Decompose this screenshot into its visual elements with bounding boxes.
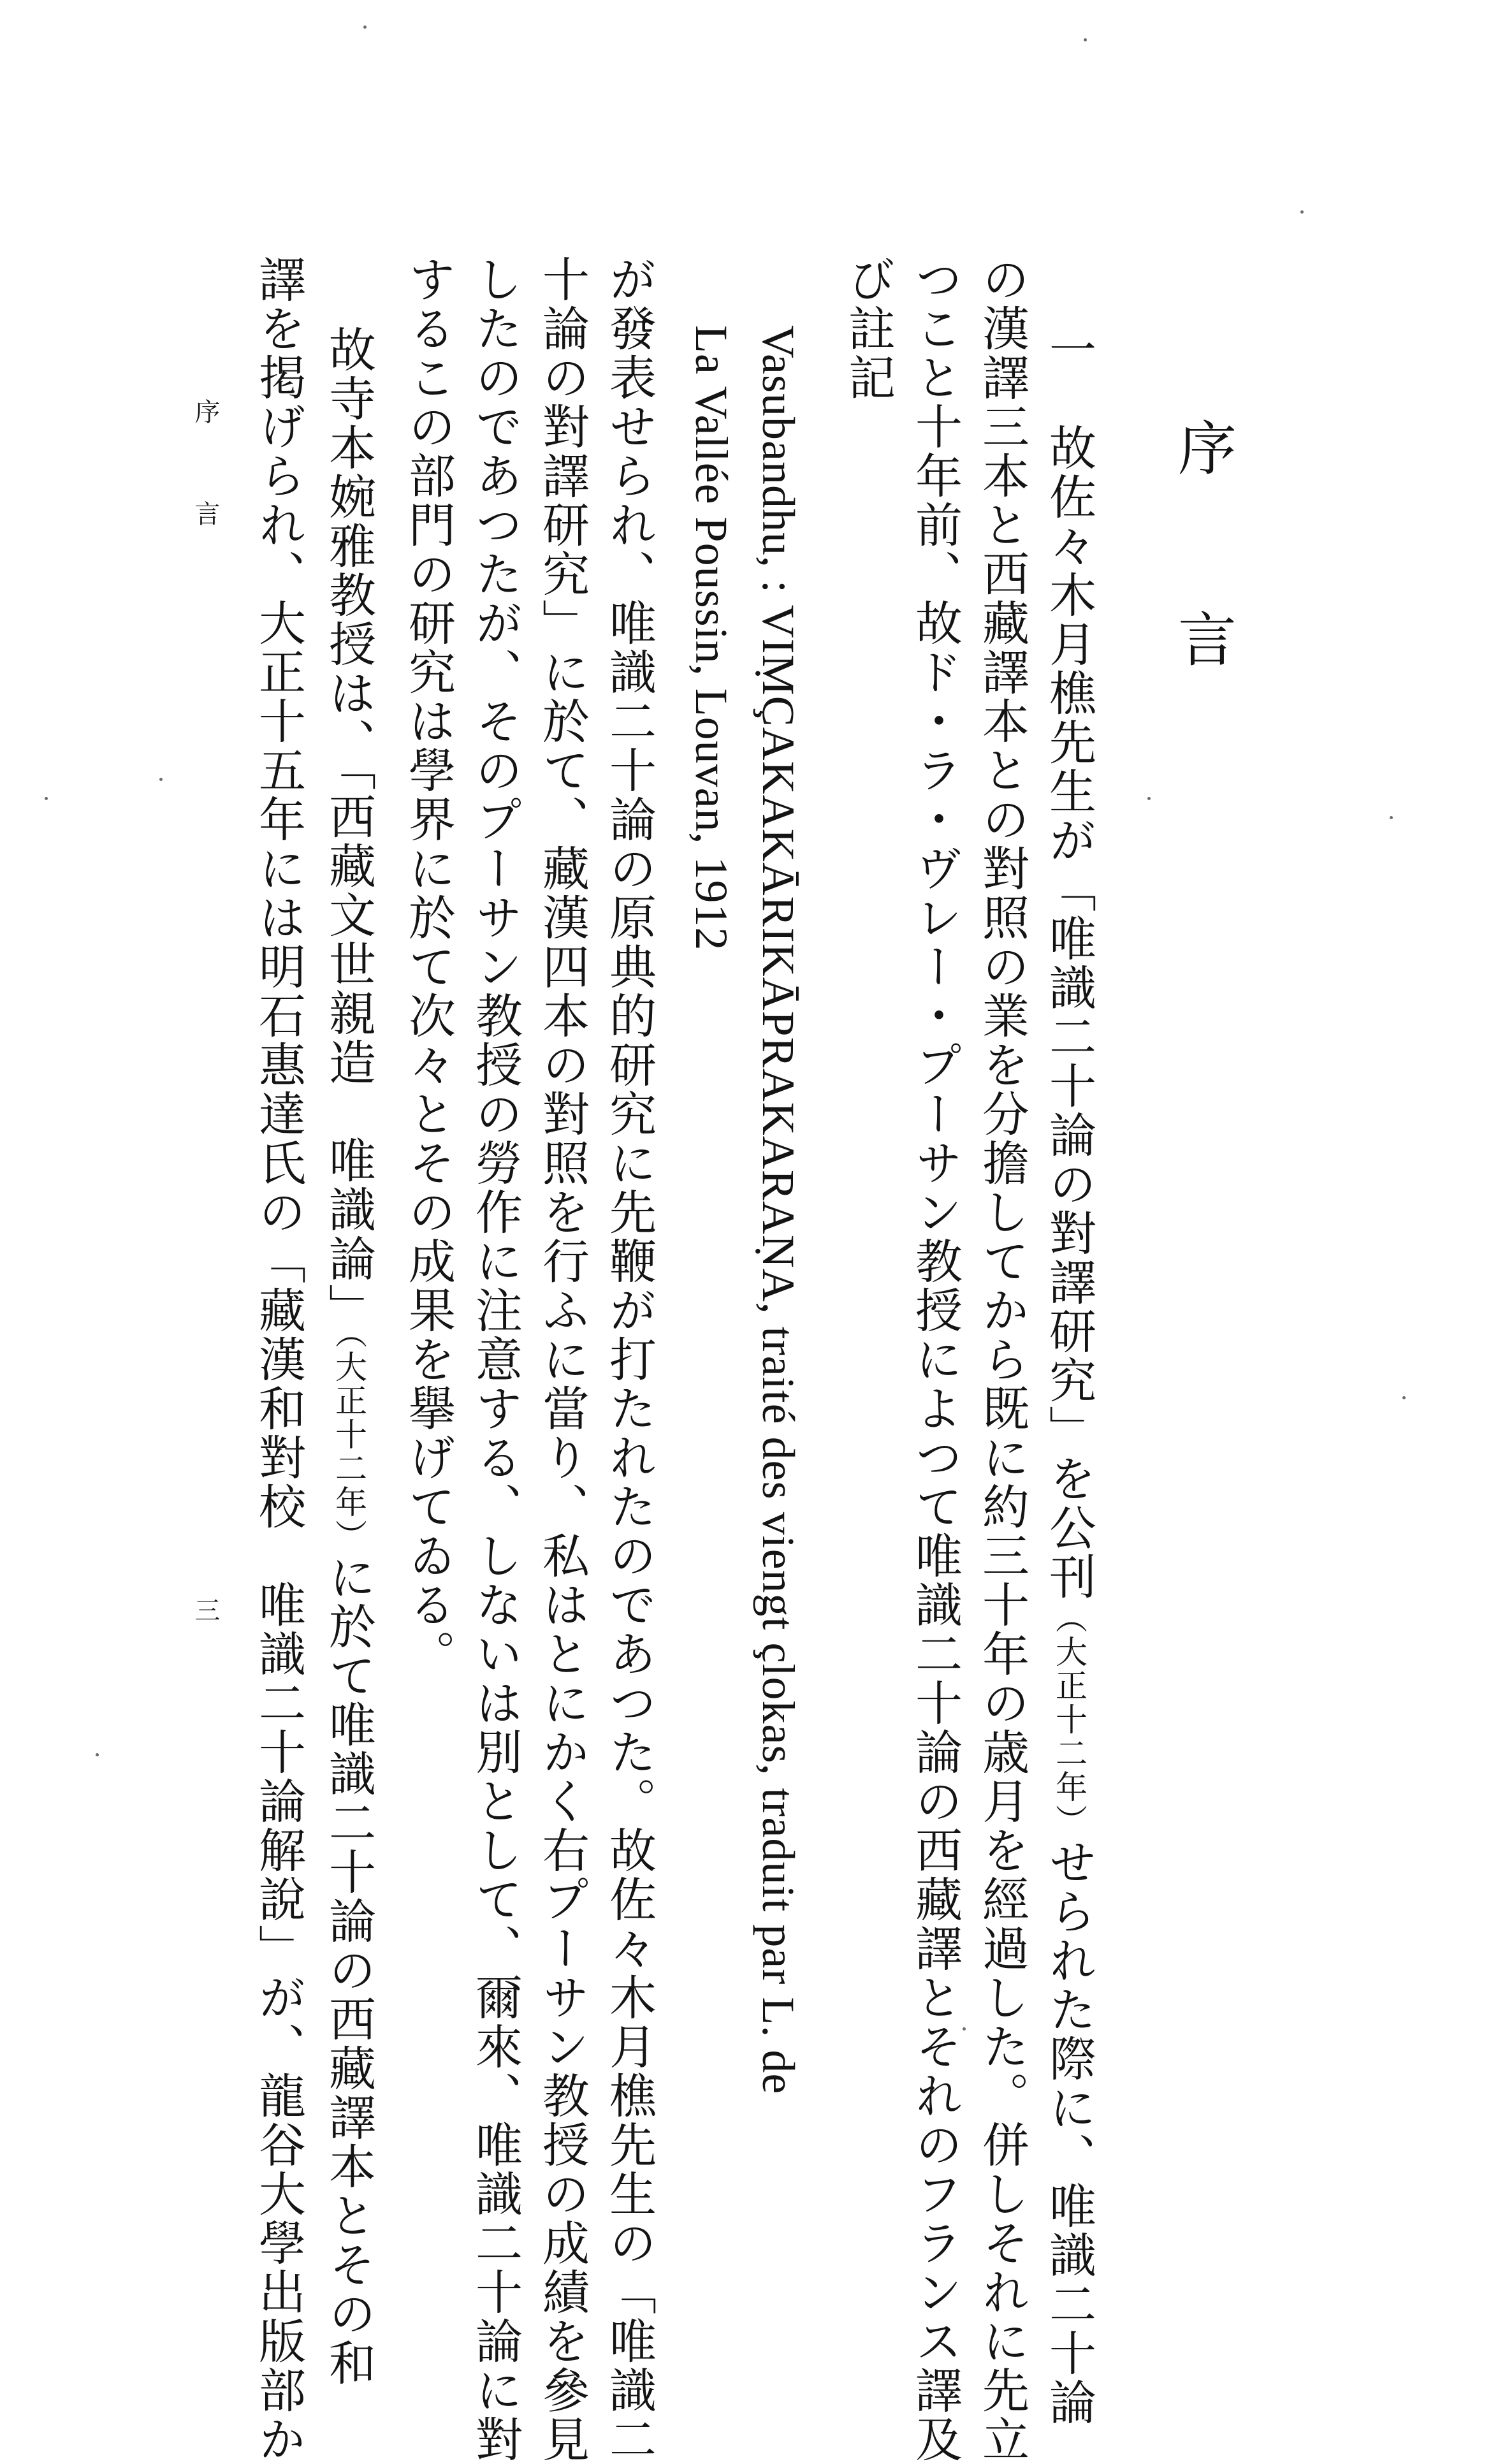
paragraph-2-line-4: するこの部門の研究は學界に於て次々とその成果を擧げてゐる。 xyxy=(401,255,456,1679)
paragraph-2-line-3: したのであつたが、そのプーサン教授の勞作に注意する、しないは別として、爾來、唯識二十論に對 xyxy=(468,255,523,2464)
paragraph-1-line-3: つこと十年前、故ド・ラ・ヴレー・プーサン教授によつて唯識二十論の西藏譯とそれのフランス譯及 xyxy=(908,255,963,2464)
scan-speck xyxy=(963,2027,966,2030)
page-number: 三 xyxy=(191,1597,220,1622)
scan-speck xyxy=(1147,797,1151,800)
scan-speck xyxy=(45,797,48,800)
paragraph-3-line-1 xyxy=(321,325,376,2387)
p3-line1-end: に於て唯識二十論の西藏譯本とその和 xyxy=(321,1553,376,2387)
paragraph-1-line-4: び註記 xyxy=(841,255,896,402)
paragraph-2-line-1: が發表せられ、唯識二十論の原典的研究に先鞭が打たれたのであつた。故佐々木月樵先生の「唯識二 xyxy=(602,255,657,2464)
p1-line1-main: 一 故佐々木月樵先生が「唯識二十論の對譯研究」を公刊 xyxy=(1042,325,1096,1601)
scan-speck xyxy=(1300,210,1304,214)
scan-speck xyxy=(363,26,367,29)
citation-line-1: Vasubandhu, : VIṂÇAKAKĀRIKĀPRAKARAṆA, traité des viengt çlokas, traduit par L. de xyxy=(753,325,804,2095)
p1-line1-end: せられた際に、唯識二十論 xyxy=(1042,1838,1096,2427)
citation-line-2: La Vallée Poussin, Louvan, 1912 xyxy=(686,325,737,951)
title-char-1: 序 xyxy=(1168,418,1237,476)
scan-speck xyxy=(1402,1396,1406,1399)
p3-line1-main: 故寺本婉雅教授は、「西藏文世親造 唯識論」 xyxy=(321,325,376,1332)
scan-speck xyxy=(1084,38,1087,41)
scan-speck xyxy=(96,1753,99,1756)
title-char-2: 言 xyxy=(1168,609,1237,667)
scan-speck xyxy=(1390,816,1393,819)
scan-speck xyxy=(159,778,163,781)
p3-line1-date: （大正十二年） xyxy=(330,1332,367,1553)
running-head: 序 言 xyxy=(191,398,220,526)
paragraph-1-line-2: の漢譯三本と西藏譯本との對照の業を分擔してから既に約三十年の歳月を經過した。併しそれに先立 xyxy=(975,255,1029,2464)
paragraph-1-line-1 xyxy=(1042,325,1096,2427)
paragraph-2-line-2: 十論の對譯研究」に於て、藏漢四本の對照を行ふに當り、私はとにかく右プーサン教授の成績を參見 xyxy=(535,255,590,2464)
paragraph-3-line-2: 譯を掲げられ、大正十五年には明石惠達氏の「藏漢和對校 唯識二十論解說」が、龍谷大學出版部か xyxy=(251,255,306,2464)
p1-line1-date: （大正十二年） xyxy=(1051,1601,1087,1838)
